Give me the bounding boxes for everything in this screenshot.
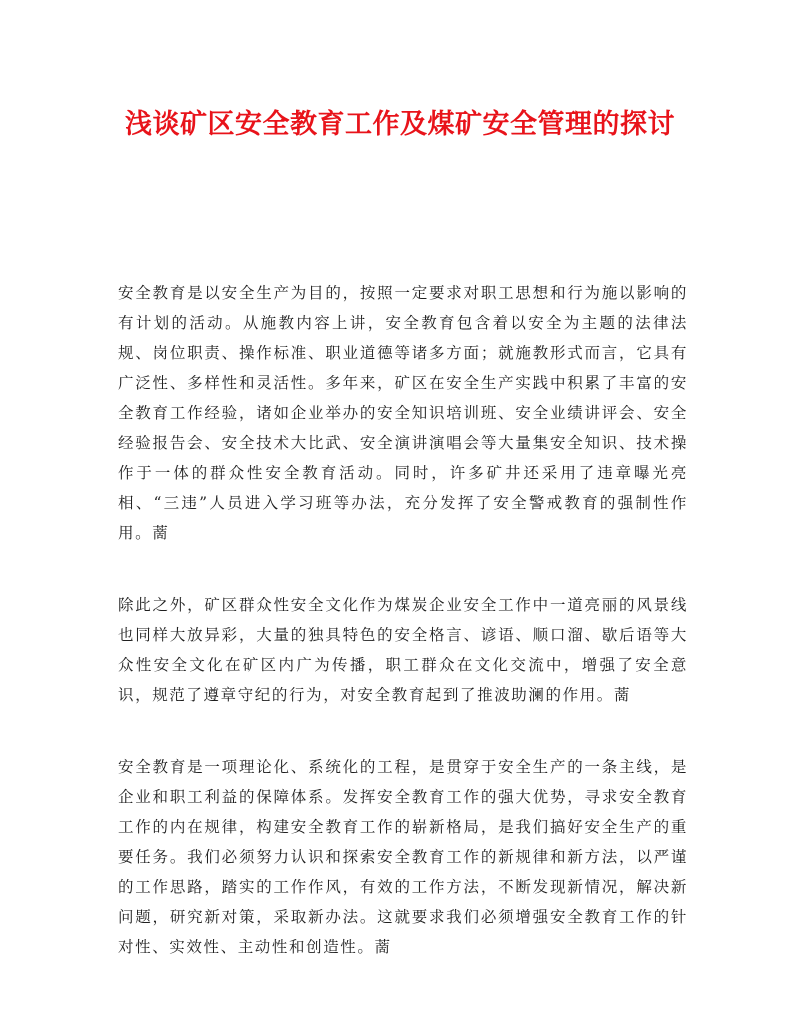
paragraph-3: [118, 752, 688, 962]
paragraph-1: [118, 278, 688, 548]
paragraph-3-text: 安全教育是一项理论化、系统化的工程，是贯穿于安全生产的一条主线，是企业和职工利益的保障体系。发挥安全教育工作的强大优势，寻求安全教育工作的内在规律，构建安全教育工作的崭新格局，是我们搞好安全生产的重要任务。我们必须努力认识和探索安全教育工作的新规律和新方法，以严谨的工作思路，踏实的工作作风，有效的工作方法，不断发现新情况，解决新问题，研究新对策，采取新办法。这就要求我们必须增强安全教育工作的针对性、实效性、主动性和创造性。: [118, 758, 688, 956]
paragraph-2: [118, 590, 688, 710]
document-body: [118, 278, 688, 962]
paragraph-end-mark: 蔐: [613, 686, 630, 704]
paragraph-2-text: 除此之外，矿区群众性安全文化作为煤炭企业安全工作中一道亮丽的风景线也同样大放异彩，大量的独具特色的安全格言、谚语、顺口溜、歇后语等大众性安全文化在矿区内广为传播，职工群众在文化交流中，增强了安全意识，规范了遵章守纪的行为，对安全教育起到了推波助澜的作用。: [118, 596, 688, 704]
paragraph-end-mark: 蔐: [374, 938, 391, 956]
paragraph-1-text: 安全教育是以安全生产为目的，按照一定要求对职工思想和行为施以影响的有计划的活动。从施教内容上讲，安全教育包含着以安全为主题的法律法规、岗位职责、操作标准、职业道德等诸多方面；就施教形式而言，它具有广泛性、多样性和灵活性。多年来，矿区在安全生产实践中积累了丰富的安全教育工作经验，诸如企业举办的安全知识培训班、安全业绩讲评会、安全经验报告会、安全技术大比武、安全演讲演唱会等大量集安全知识、技术操作于一体的群众性安全教育活动。同时，许多矿井还采用了违章曝光亮相、“三违”人员进入学习班等办法，充分发挥了安全警戒教育的强制性作用。: [118, 284, 688, 542]
paragraph-end-mark: 蔐: [152, 524, 168, 542]
document-title: 浅谈矿区安全教育工作及煤矿安全管理的探讨: [125, 109, 675, 140]
